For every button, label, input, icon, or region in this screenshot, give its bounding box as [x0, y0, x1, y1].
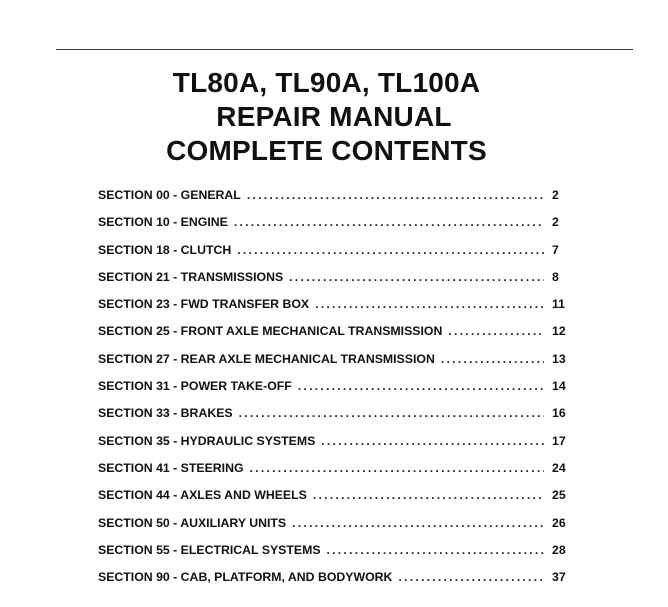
toc-section-label: SECTION 27 - REAR AXLE MECHANICAL TRANSMISSION: [98, 351, 435, 366]
toc-entry[interactable]: [98, 270, 576, 297]
toc-entry[interactable]: [98, 488, 576, 515]
toc-entry[interactable]: [98, 379, 576, 406]
title-model-line: TL80A, TL90A, TL100A: [172, 67, 481, 98]
table-of-contents: [98, 188, 576, 597]
toc-dot-leader: [237, 243, 544, 257]
toc-page-number: 28: [552, 542, 566, 557]
toc-dot-leader: [298, 379, 544, 393]
document-title: [0, 66, 668, 168]
toc-dot-leader: [315, 297, 544, 311]
toc-page-number: 26: [552, 515, 566, 530]
toc-dot-leader: [441, 352, 544, 366]
title-manual-line: REPAIR MANUAL: [208, 101, 452, 132]
toc-dot-leader: [321, 434, 544, 448]
toc-section-label: SECTION 41 - STEERING: [98, 460, 244, 475]
toc-dot-leader: [289, 270, 544, 284]
toc-dot-leader: [327, 543, 544, 557]
toc-page-number: 17: [552, 433, 566, 448]
toc-page-number: 8: [552, 269, 559, 284]
toc-entry[interactable]: [98, 215, 576, 242]
toc-dot-leader: [247, 188, 544, 202]
toc-entry[interactable]: [98, 516, 576, 543]
toc-section-label: SECTION 23 - FWD TRANSFER BOX: [98, 297, 310, 312]
toc-section-label: SECTION 44 - AXLES AND WHEELS: [98, 488, 307, 503]
toc-section-label: SECTION 10 - ENGINE: [98, 215, 228, 230]
toc-section-label: SECTION 35 - HYDRAULIC SYSTEMS: [98, 433, 316, 448]
toc-entry[interactable]: [98, 461, 576, 488]
toc-entry[interactable]: [98, 297, 576, 324]
toc-entry[interactable]: [98, 324, 576, 351]
toc-page-number: 37: [552, 570, 566, 585]
toc-section-label: SECTION 25 - FRONT AXLE MECHANICAL TRANSMISSION: [98, 324, 443, 339]
toc-entry[interactable]: [98, 434, 576, 461]
toc-section-label: SECTION 31 - POWER TAKE-OFF: [98, 379, 292, 394]
toc-entry[interactable]: [98, 352, 576, 379]
toc-section-label: SECTION 21 - TRANSMISSIONS: [98, 269, 284, 284]
toc-entry[interactable]: [98, 543, 576, 570]
toc-dot-leader: [313, 488, 544, 502]
toc-dot-leader: [398, 570, 544, 584]
title-contents-line: COMPLETE CONTENTS: [166, 135, 487, 166]
toc-section-label: SECTION 18 - CLUTCH: [98, 242, 232, 257]
toc-entry[interactable]: [98, 570, 576, 597]
toc-entry[interactable]: [98, 188, 576, 215]
toc-page-number: 12: [552, 324, 566, 339]
toc-page-number: 11: [552, 297, 565, 312]
toc-section-label: SECTION 90 - CAB, PLATFORM, AND BODYWORK: [98, 570, 393, 585]
top-divider: [56, 49, 633, 50]
toc-entry[interactable]: [98, 243, 576, 270]
toc-dot-leader: [292, 516, 544, 530]
toc-section-label: SECTION 00 - GENERAL: [98, 188, 241, 202]
toc-page-number: 25: [552, 488, 566, 503]
toc-dot-leader: [239, 406, 544, 420]
toc-dot-leader: [234, 215, 544, 229]
toc-page-number: 13: [552, 351, 566, 366]
toc-dot-leader: [448, 324, 544, 338]
toc-page-number: 24: [552, 460, 566, 475]
toc-page-number: 14: [552, 379, 566, 394]
toc-section-label: SECTION 50 - AUXILIARY UNITS: [98, 515, 287, 530]
toc-page-number: 7: [552, 242, 559, 257]
toc-dot-leader: [250, 461, 544, 475]
toc-page-number: 2: [552, 188, 559, 202]
toc-page-number: 2: [552, 215, 559, 230]
toc-entry[interactable]: [98, 406, 576, 433]
toc-section-label: SECTION 33 - BRAKES: [98, 406, 233, 421]
toc-page-number: 16: [552, 406, 566, 421]
toc-section-label: SECTION 55 - ELECTRICAL SYSTEMS: [98, 542, 321, 557]
